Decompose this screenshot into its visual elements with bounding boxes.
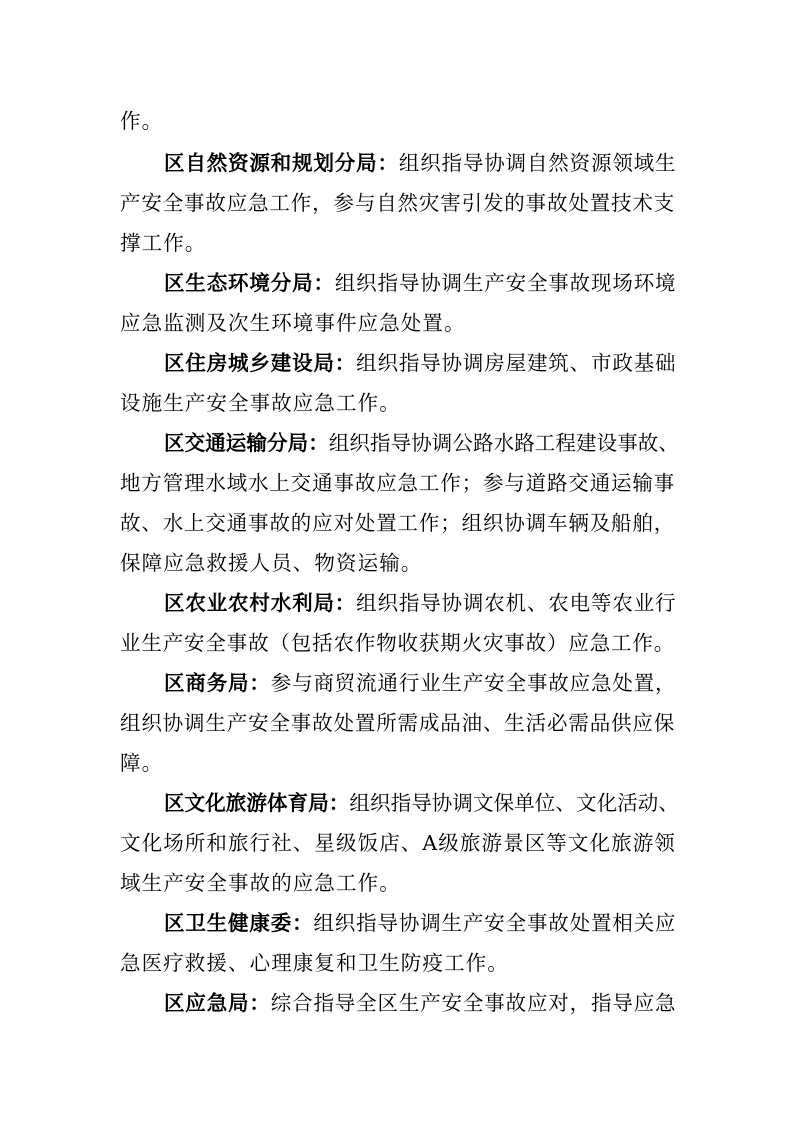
paragraph-line: 急医疗救援、心理康复和卫生防疫工作。 bbox=[120, 951, 509, 975]
paragraph-line: 保障应急救援人员、物资运输。 bbox=[120, 551, 423, 575]
paragraph-line: 地方管理水域水上交通事故应急工作；参与道路交通运输事 bbox=[120, 471, 676, 495]
paragraph-line: 业生产安全事故（包括农作物收获期火灾事故）应急工作。 bbox=[120, 631, 676, 655]
section-transportation: 区交通运输分局：组织指导协调公路水路工程建设事故、 bbox=[164, 431, 680, 455]
paragraph-line: 故、水上交通事故的应对处置工作；组织协调车辆及船舶， bbox=[120, 511, 676, 535]
section-heading: 区交通运输分局： bbox=[164, 431, 329, 455]
section-agriculture-water: 区农业农村水利局：组织指导协调农机、农电等农业行 bbox=[164, 591, 677, 615]
section-commerce: 区商务局：参与商贸流通行业生产安全事故应急处置， bbox=[164, 671, 677, 695]
paragraph-line: 应急监测及次生环境事件应急处置。 bbox=[120, 311, 466, 335]
section-heading: 区卫生健康委： bbox=[164, 911, 314, 935]
section-health-commission: 区卫生健康委：组织指导协调生产安全事故处置相关应 bbox=[164, 911, 677, 935]
paragraph-line: 产安全事故应急工作，参与自然灾害引发的事故处置技术支 bbox=[120, 191, 676, 215]
section-emergency-management: 区应急局：综合指导全区生产安全事故应对，指导应急 bbox=[164, 991, 677, 1015]
paragraph-line: 作。 bbox=[120, 109, 164, 133]
section-heading: 区自然资源和规划分局： bbox=[164, 151, 399, 175]
section-ecology-environment: 区生态环境分局：组织指导协调生产安全事故现场环境 bbox=[164, 271, 677, 295]
section-heading: 区商务局： bbox=[164, 671, 271, 695]
section-heading: 区生态环境分局： bbox=[164, 271, 335, 295]
paragraph-line: 文化场所和旅行社、星级饭店、A级旅游景区等文化旅游领 bbox=[120, 831, 676, 855]
section-heading: 区应急局： bbox=[164, 991, 271, 1015]
section-heading: 区文化旅游体育局： bbox=[164, 791, 350, 815]
paragraph-line: 撑工作。 bbox=[120, 231, 207, 255]
section-housing-construction: 区住房城乡建设局：组织指导协调房屋建筑、市政基础 bbox=[164, 351, 677, 375]
section-heading: 区农业农村水利局： bbox=[164, 591, 357, 615]
section-natural-resources: 区自然资源和规划分局：组织指导协调自然资源领域生 bbox=[164, 151, 677, 175]
section-heading: 区住房城乡建设局： bbox=[164, 351, 357, 375]
paragraph-line: 组织协调生产安全事故处置所需成品油、生活必需品供应保 bbox=[120, 711, 676, 735]
paragraph-line: 障。 bbox=[120, 751, 164, 775]
section-culture-tourism-sports: 区文化旅游体育局：组织指导协调文保单位、文化活动、 bbox=[164, 791, 680, 815]
paragraph-line: 设施生产安全事故应急工作。 bbox=[120, 391, 401, 415]
paragraph-line: 域生产安全事故的应急工作。 bbox=[120, 871, 401, 895]
